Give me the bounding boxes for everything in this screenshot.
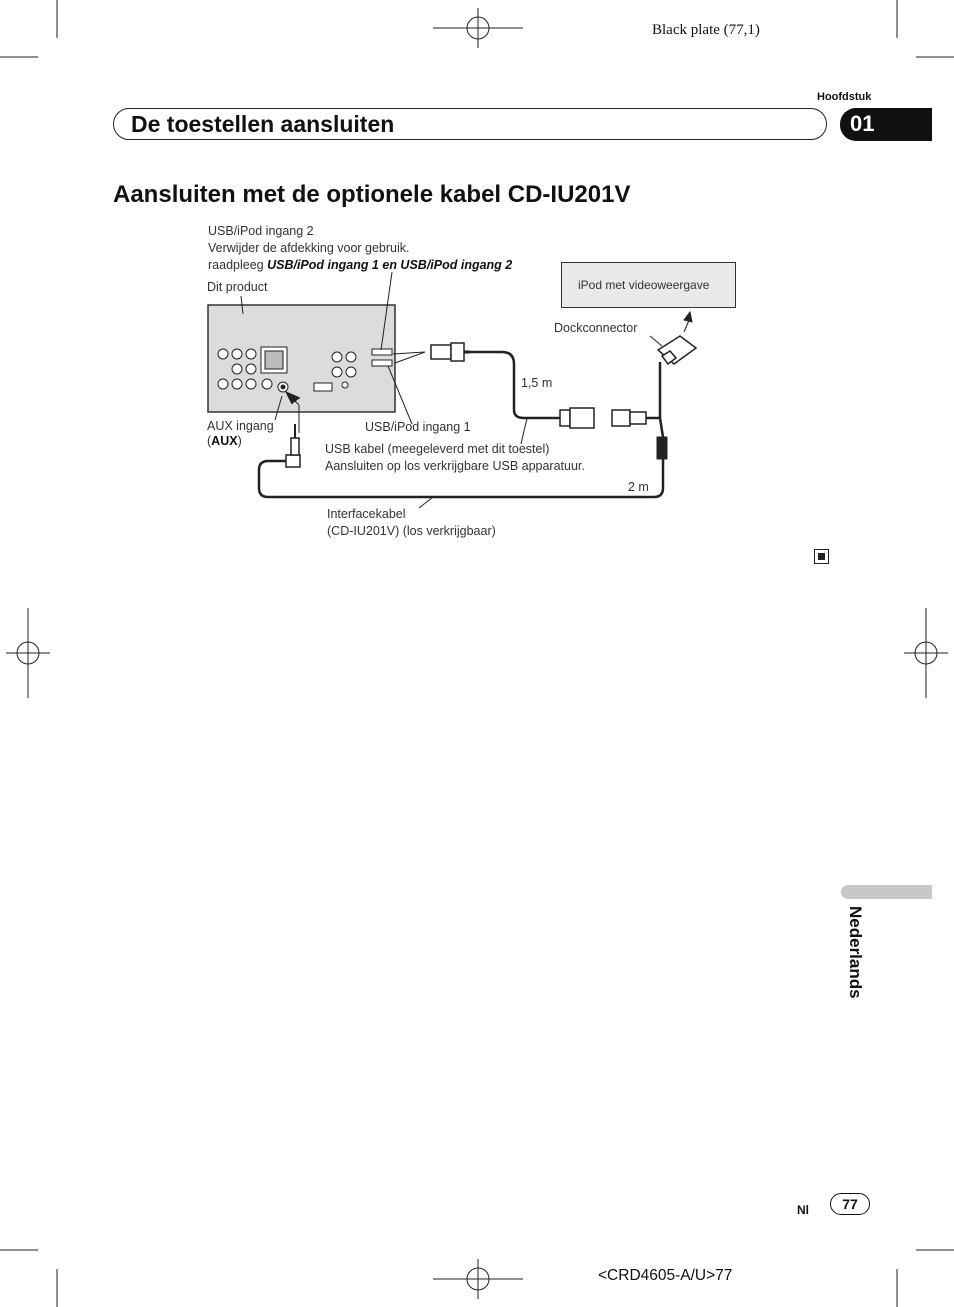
antenna-port [314, 383, 332, 391]
language-label: Nederlands [846, 906, 865, 999]
aux-bold: AUX [211, 434, 238, 448]
cable-ferrite [657, 437, 667, 459]
usb-cable-note: Aansluiten op los verkrijgbare USB apparatuur. [325, 459, 585, 473]
usb-port-1 [372, 360, 392, 366]
product-label: Dit product [207, 280, 268, 294]
interface-length-label: 2 m [628, 480, 649, 494]
aux-paren-open: ( [207, 434, 212, 448]
dock-label: Dockconnector [554, 321, 638, 335]
usb2-reference-link[interactable]: USB/iPod ingang 1 en USB/iPod ingang 2 [267, 258, 513, 272]
aux-label-code [207, 433, 242, 450]
ipod-label: iPod met videoweergave [578, 278, 710, 292]
usb-plug-interface [612, 410, 630, 426]
usb-port-2 [372, 349, 392, 355]
usb-plug-unit [431, 345, 451, 359]
plate-label: Black plate (77,1) [652, 22, 760, 38]
page-title: Aansluiten met de optionele kabel CD-IU201V [113, 181, 631, 208]
footer-lang-code: Nl [797, 1203, 809, 1217]
chapter-number: 01 [850, 111, 875, 136]
language-tab [841, 885, 932, 899]
aux-plug [286, 424, 300, 467]
usb2-title: USB/iPod ingang 2 [208, 224, 314, 238]
dock-connector [658, 336, 696, 364]
usb-cable-label: USB kabel (meegeleverd met dit toestel) [325, 442, 550, 456]
aux-paren-close: ) [237, 434, 242, 448]
usb2-note: Verwijder de afdekking voor gebruik. [208, 241, 410, 255]
interface-cable-note: (CD-IU201V) (los verkrijgbaar) [327, 524, 496, 538]
usb2-reference [208, 257, 512, 274]
page-number: 77 [842, 1196, 858, 1212]
usb1-label: USB/iPod ingang 1 [365, 420, 471, 434]
usb2-reference-prefix: raadpleeg [208, 258, 268, 272]
document-code: <CRD4605-A/U>77 [598, 1267, 733, 1284]
aux-label: AUX ingang [207, 419, 274, 433]
section-end-mark-fill [818, 553, 825, 560]
usb-female-connector [560, 410, 570, 426]
interface-cable-label: Interfacekabel [327, 507, 406, 521]
usb-length-label: 1,5 m [521, 376, 553, 390]
section-title: De toestellen aansluiten [131, 111, 395, 137]
chapter-label: Hoofdstuk [817, 91, 872, 103]
